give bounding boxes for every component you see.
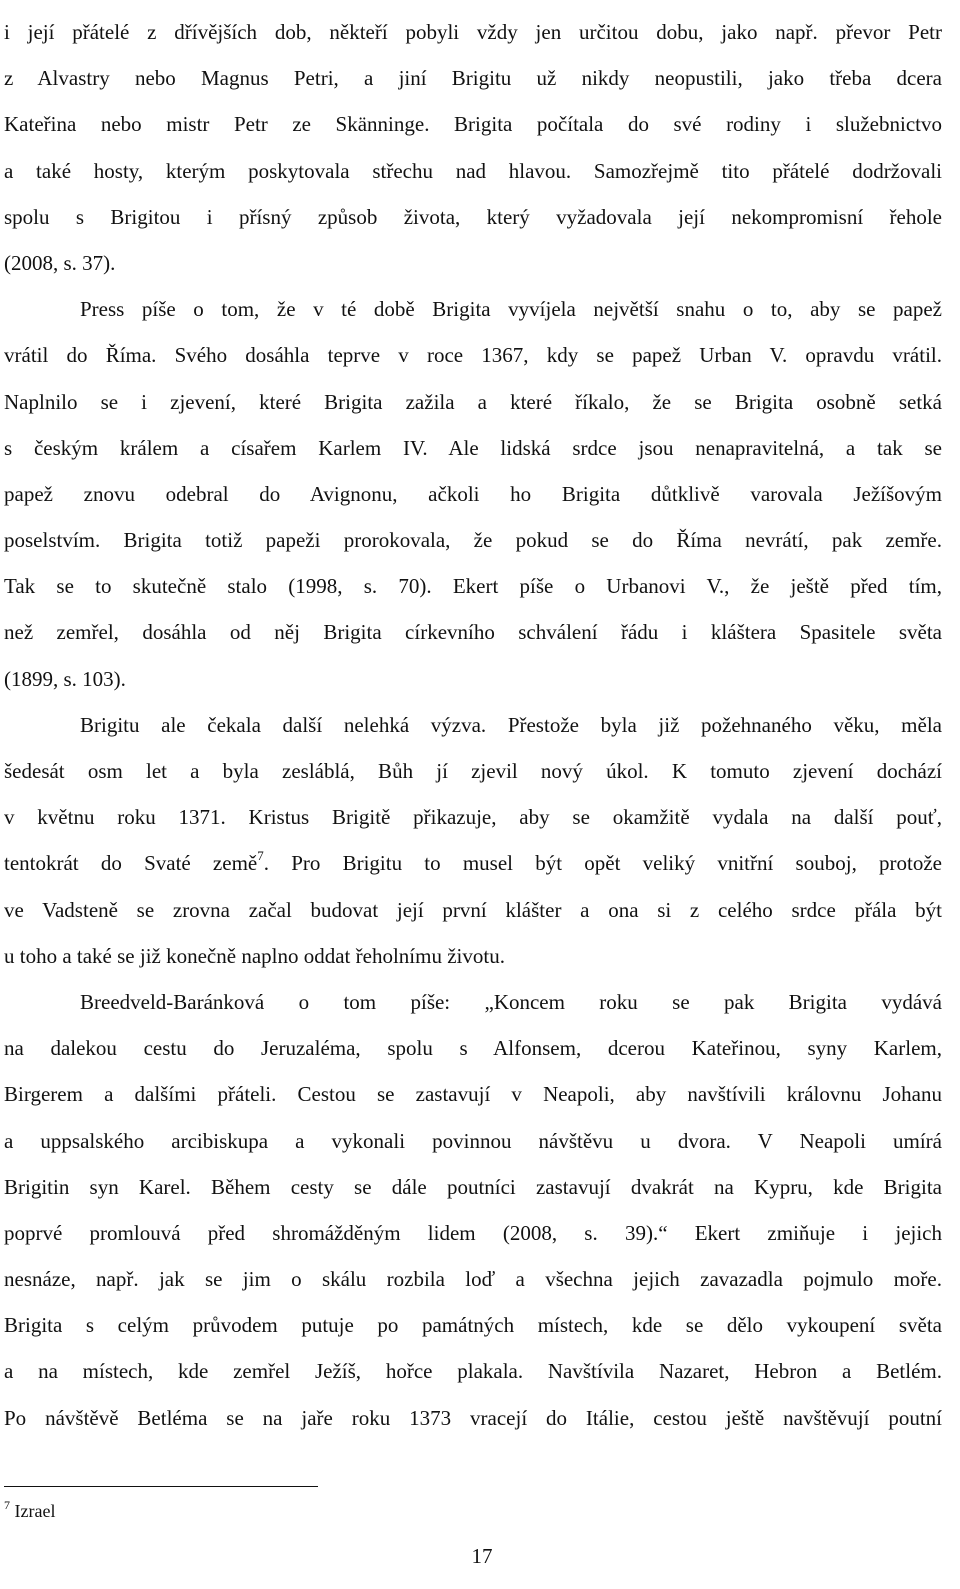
text-line: (2008, s. 37). (4, 250, 116, 275)
footnote (4, 1499, 55, 1523)
footnote-divider (4, 1486, 318, 1487)
body-text (4, 9, 942, 1441)
text-line: i její přátelé z dřívějších dob, někteří pobyli vždy jen určitou dobu, jako např. převor Petr (4, 20, 942, 44)
text-line: Press píše o tom, že v té době Brigita vyvíjela největší snahu o to, aby se papež (80, 297, 942, 322)
text-line: vrátil do Říma. Svého dosáhla teprve v roce 1367, kdy se papež Urban V. opravdu vrátil. (4, 343, 942, 368)
text-segment: . Pro Brigitu to musel být opět veliký vnitřní souboj, protože (263, 851, 942, 876)
text-line: (1899, s. 103). (4, 666, 126, 691)
text-line: z Alvastry nebo Magnus Petri, a jiní Brigitu už nikdy neopustili, jako třeba dcera (4, 66, 942, 91)
text-line-with-footnote (4, 840, 942, 886)
text-line: Birgerem a dalšími přáteli. Cestou se zastavují v Neapoli, aby navštívili královnu Johanu (4, 1082, 942, 1107)
text-segment: tentokrát do Svaté země (4, 851, 258, 876)
text-line: papež znovu odebral do Avignonu, ačkoli ho Brigita důtklivě varovala Ježíšovým (4, 481, 942, 506)
footnote-text: Izrael (14, 1501, 56, 1521)
text-line: poselstvím. Brigita totiž papeži prorokovala, že pokud se do Říma nevrátí, pak zemře. (4, 528, 942, 553)
text-line: Naplnilo se i zjevení, které Brigita zažila a které říkalo, že se Brigita osobně setká (4, 389, 942, 414)
footnote-number: 7 (4, 1498, 10, 1512)
text-line: s českým králem a císařem Karlem IV. Ale lidská srdce jsou nenapravitelná, a tak se (4, 435, 942, 460)
text-line: a také hosty, kterým poskytovala střechu nad hlavou. Samozřejmě tito přátelé dodržovali (4, 158, 942, 183)
text-line: Brigitu ale čekala další nelehká výzva. Přestože byla již požehnaného věku, měla (80, 712, 942, 737)
text-line: poprvé promlouvá před shromážděným lidem (2008, s. 39).“ Ekert zmiňuje i jejich (4, 1220, 942, 1245)
text-line: u toho a také se již konečně naplno oddat řeholnímu životu. (4, 943, 505, 968)
text-line: Breedveld-Baránková o tom píše: „Koncem roku se pak Brigita vydává (80, 989, 942, 1014)
footnote-reference[interactable]: 7 (257, 848, 264, 864)
text-line: Po návštěvě Betléma se na jaře roku 1373 vracejí do Itálie, cestou ještě navštěvují poutní (4, 1405, 942, 1430)
text-line: ve Vadsteně se zrovna začal budovat její první klášter a ona si z celého srdce přála být (4, 897, 942, 922)
text-line: nesnáze, např. jak se jim o skálu rozbila loď a všechna jejich zavazadla pojmulo moře. (4, 1267, 942, 1292)
text-line: Kateřina nebo mistr Petr ze Skänninge. Brigita počítala do své rodiny i služebnictvo (4, 112, 942, 137)
text-line: a uppsalského arcibiskupa a vykonali povinnou návštěvu u dvora. V Neapoli umírá (4, 1128, 942, 1153)
text-line: než zemřel, dosáhla od něj Brigita církevního schválení řádu i kláštera Spasitele světa (4, 620, 942, 645)
text-line: Tak se to skutečně stalo (1998, s. 70). Ekert píše o Urbanovi V., že ještě před tím, (4, 574, 942, 599)
text-line: v květnu roku 1371. Kristus Brigitě přikazuje, aby se okamžitě vydala na další pouť, (4, 805, 942, 830)
text-line: Brigitin syn Karel. Během cesty se dále poutníci zastavují dvakrát na Kypru, kde Brigita (4, 1174, 942, 1199)
page-number: 17 (471, 1544, 493, 1568)
text-line: Brigita s celým průvodem putuje po památných místech, kde se dělo vykoupení světa (4, 1313, 942, 1338)
text-line: šedesát osm let a byla zesláblá, Bůh jí zjevil nový úkol. K tomuto zjevení dochází (4, 759, 942, 783)
text-line: spolu s Brigitou i přísný způsob života, který vyžadovala její nekompromisní řehole (4, 204, 942, 229)
text-line: a na místech, kde zemřel Ježíš, hořce plakala. Navštívila Nazaret, Hebron a Betlém. (4, 1359, 942, 1384)
text-line: na dalekou cestu do Jeruzaléma, spolu s Alfonsem, dcerou Kateřinou, syny Karlem, (4, 1036, 942, 1061)
